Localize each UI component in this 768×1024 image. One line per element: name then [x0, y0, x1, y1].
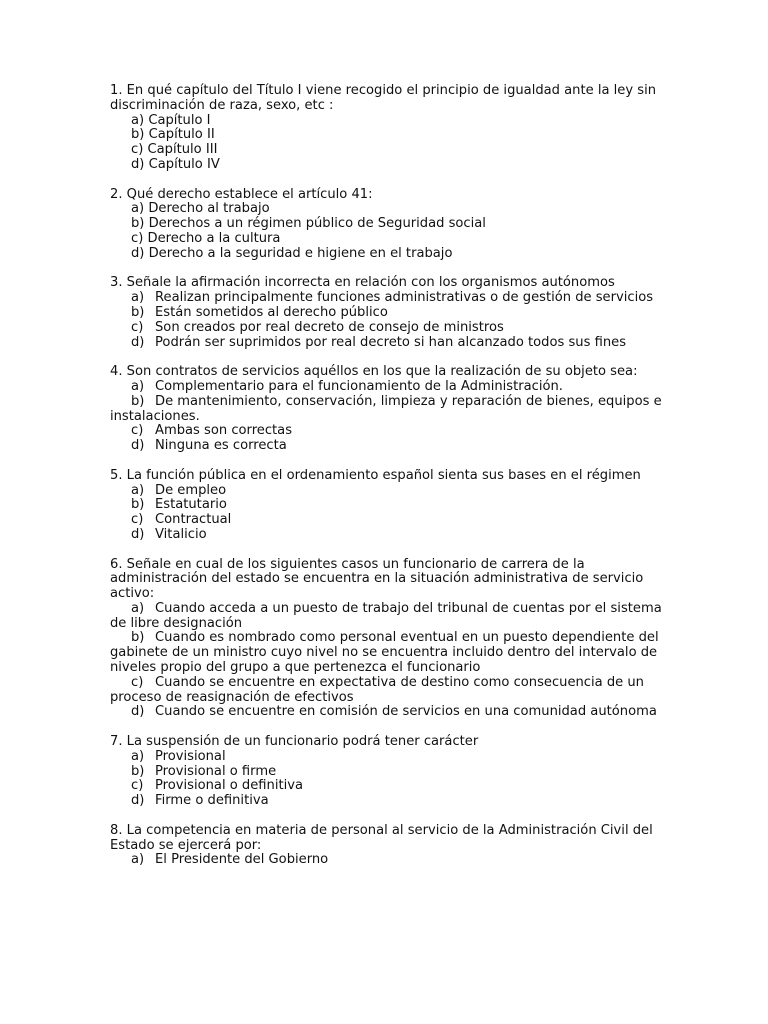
answer-option [110, 128, 670, 143]
question-3 [110, 276, 670, 350]
answer-option [110, 779, 670, 794]
option-letter: c) [131, 142, 144, 158]
answer-option [110, 336, 670, 351]
answer-option [110, 676, 670, 706]
answer-option [110, 705, 670, 720]
option-text: Derecho al trabajo [148, 201, 270, 217]
answer-option [110, 631, 670, 675]
answer-option [110, 439, 670, 454]
option-letter: a) [131, 748, 145, 764]
option-text: Provisional o definitiva [155, 778, 304, 794]
answer-option [110, 794, 670, 809]
option-letter: b) [131, 216, 145, 232]
option-text: Derechos a un régimen público de Seguridad social [148, 216, 486, 232]
question-6 [110, 558, 670, 721]
option-letter: b) [131, 497, 145, 513]
question-text: 4. Son contratos de servicios aquéllos en los que la realización de su objeto sea: [110, 364, 638, 380]
option-letter: c) [131, 230, 144, 246]
option-text: Ninguna es correcta [155, 438, 287, 454]
question-8 [110, 824, 670, 868]
option-text: El Presidente del Gobierno [155, 852, 329, 868]
answer-option [110, 143, 670, 158]
option-letter: a) [131, 482, 145, 498]
option-letter: b) [131, 304, 145, 320]
answer-option [110, 602, 670, 632]
option-text: Provisional [155, 748, 226, 764]
option-letter: d) [131, 334, 145, 350]
option-text: Derecho a la cultura [147, 230, 281, 246]
option-text: Capítulo II [148, 127, 215, 143]
answer-option [110, 158, 670, 173]
option-text: Firme o definitiva [155, 793, 269, 809]
answer-option [110, 232, 670, 247]
document-page [110, 84, 670, 883]
option-letter: b) [131, 630, 145, 646]
option-letter: d) [131, 438, 145, 454]
option-letter: a) [131, 378, 145, 394]
option-letter: a) [131, 290, 145, 306]
option-text: Cuando es nombrado como personal eventual en un puesto dependiente del gabinete de un ministro cuyo nivel no se encuentra incluido dentro del intervalo de niveles propio del grupo a que pertenezca el funcionario [110, 630, 659, 676]
option-letter: b) [131, 393, 145, 409]
question-text: 8. La competencia en materia de personal al servicio de la Administración Civil del Estado se ejercerá por: [110, 822, 653, 853]
answer-option [110, 498, 670, 513]
question-text: 5. La función pública en el ordenamiento español sienta sus bases en el régimen [110, 467, 641, 483]
option-text: Capítulo III [147, 142, 218, 158]
answer-option [110, 750, 670, 765]
answer-option [110, 853, 670, 868]
answer-option [110, 247, 670, 262]
option-letter: b) [131, 763, 145, 779]
answer-option [110, 765, 670, 780]
answer-option [110, 202, 670, 217]
option-text: Capítulo I [148, 112, 211, 128]
question-5 [110, 469, 670, 543]
option-text: Provisional o firme [155, 763, 277, 779]
option-letter: a) [131, 112, 145, 128]
question-text: 3. Señale la afirmación incorrecta en relación con los organismos autónomos [110, 275, 615, 291]
option-letter: d) [131, 156, 145, 172]
question-2 [110, 188, 670, 262]
option-text: De empleo [155, 482, 227, 498]
question-text: 6. Señale en cual de los siguientes casos un funcionario de carrera de la administración del estado se encuentra en la situación administrativa de servicio activo: [110, 556, 644, 602]
answer-option [110, 484, 670, 499]
option-letter: c) [131, 512, 144, 528]
answer-option [110, 380, 670, 395]
option-letter: a) [131, 201, 145, 217]
answer-option [110, 395, 670, 425]
answer-option [110, 424, 670, 439]
option-text: De mantenimiento, conservación, limpieza y reparación de bienes, equipos e instalaciones. [110, 393, 662, 424]
option-text: Cuando se encuentre en comisión de servicios en una comunidad autónoma [155, 704, 657, 720]
option-text: Cuando se encuentre en expectativa de destino como consecuencia de un proceso de reasignación de efectivos [110, 674, 644, 705]
option-text: Realizan principalmente funciones administrativas o de gestión de servicios [155, 290, 654, 306]
answer-option [110, 528, 670, 543]
option-letter: c) [131, 423, 144, 439]
option-letter: d) [131, 526, 145, 542]
answer-option [110, 291, 670, 306]
question-7 [110, 735, 670, 809]
question-text: 7. La suspensión de un funcionario podrá tener carácter [110, 734, 479, 750]
option-text: Complementario para el funcionamiento de la Administración. [155, 378, 563, 394]
question-4 [110, 365, 670, 454]
option-text: Derecho a la seguridad e higiene en el trabajo [148, 245, 453, 261]
option-text: Capítulo IV [148, 156, 220, 172]
option-letter: a) [131, 600, 145, 616]
option-letter: c) [131, 319, 144, 335]
option-text: Ambas son correctas [155, 423, 293, 439]
option-text: Cuando acceda a un puesto de trabajo del tribunal de cuentas por el sistema de libre designación [110, 600, 662, 631]
option-text: Estatutario [155, 497, 227, 513]
answer-option [110, 513, 670, 528]
option-letter: c) [131, 778, 144, 794]
question-1 [110, 84, 670, 173]
answer-option [110, 321, 670, 336]
option-letter: d) [131, 245, 145, 261]
option-text: Están sometidos al derecho público [155, 304, 388, 320]
option-letter: d) [131, 704, 145, 720]
answer-option [110, 217, 670, 232]
option-text: Son creados por real decreto de consejo de ministros [155, 319, 504, 335]
answer-option [110, 114, 670, 129]
option-text: Vitalicio [155, 526, 207, 542]
option-letter: b) [131, 127, 145, 143]
option-text: Podrán ser suprimidos por real decreto si han alcanzado todos sus fines [155, 334, 627, 350]
question-text: 2. Qué derecho establece el artículo 41: [110, 186, 373, 202]
option-text: Contractual [155, 512, 232, 528]
question-text: 1. En qué capítulo del Título I viene recogido el principio de igualdad ante la ley sin discriminación de raza, sexo, etc : [110, 83, 657, 113]
answer-option [110, 306, 670, 321]
option-letter: c) [131, 674, 144, 690]
option-letter: a) [131, 852, 145, 868]
option-letter: d) [131, 793, 145, 809]
